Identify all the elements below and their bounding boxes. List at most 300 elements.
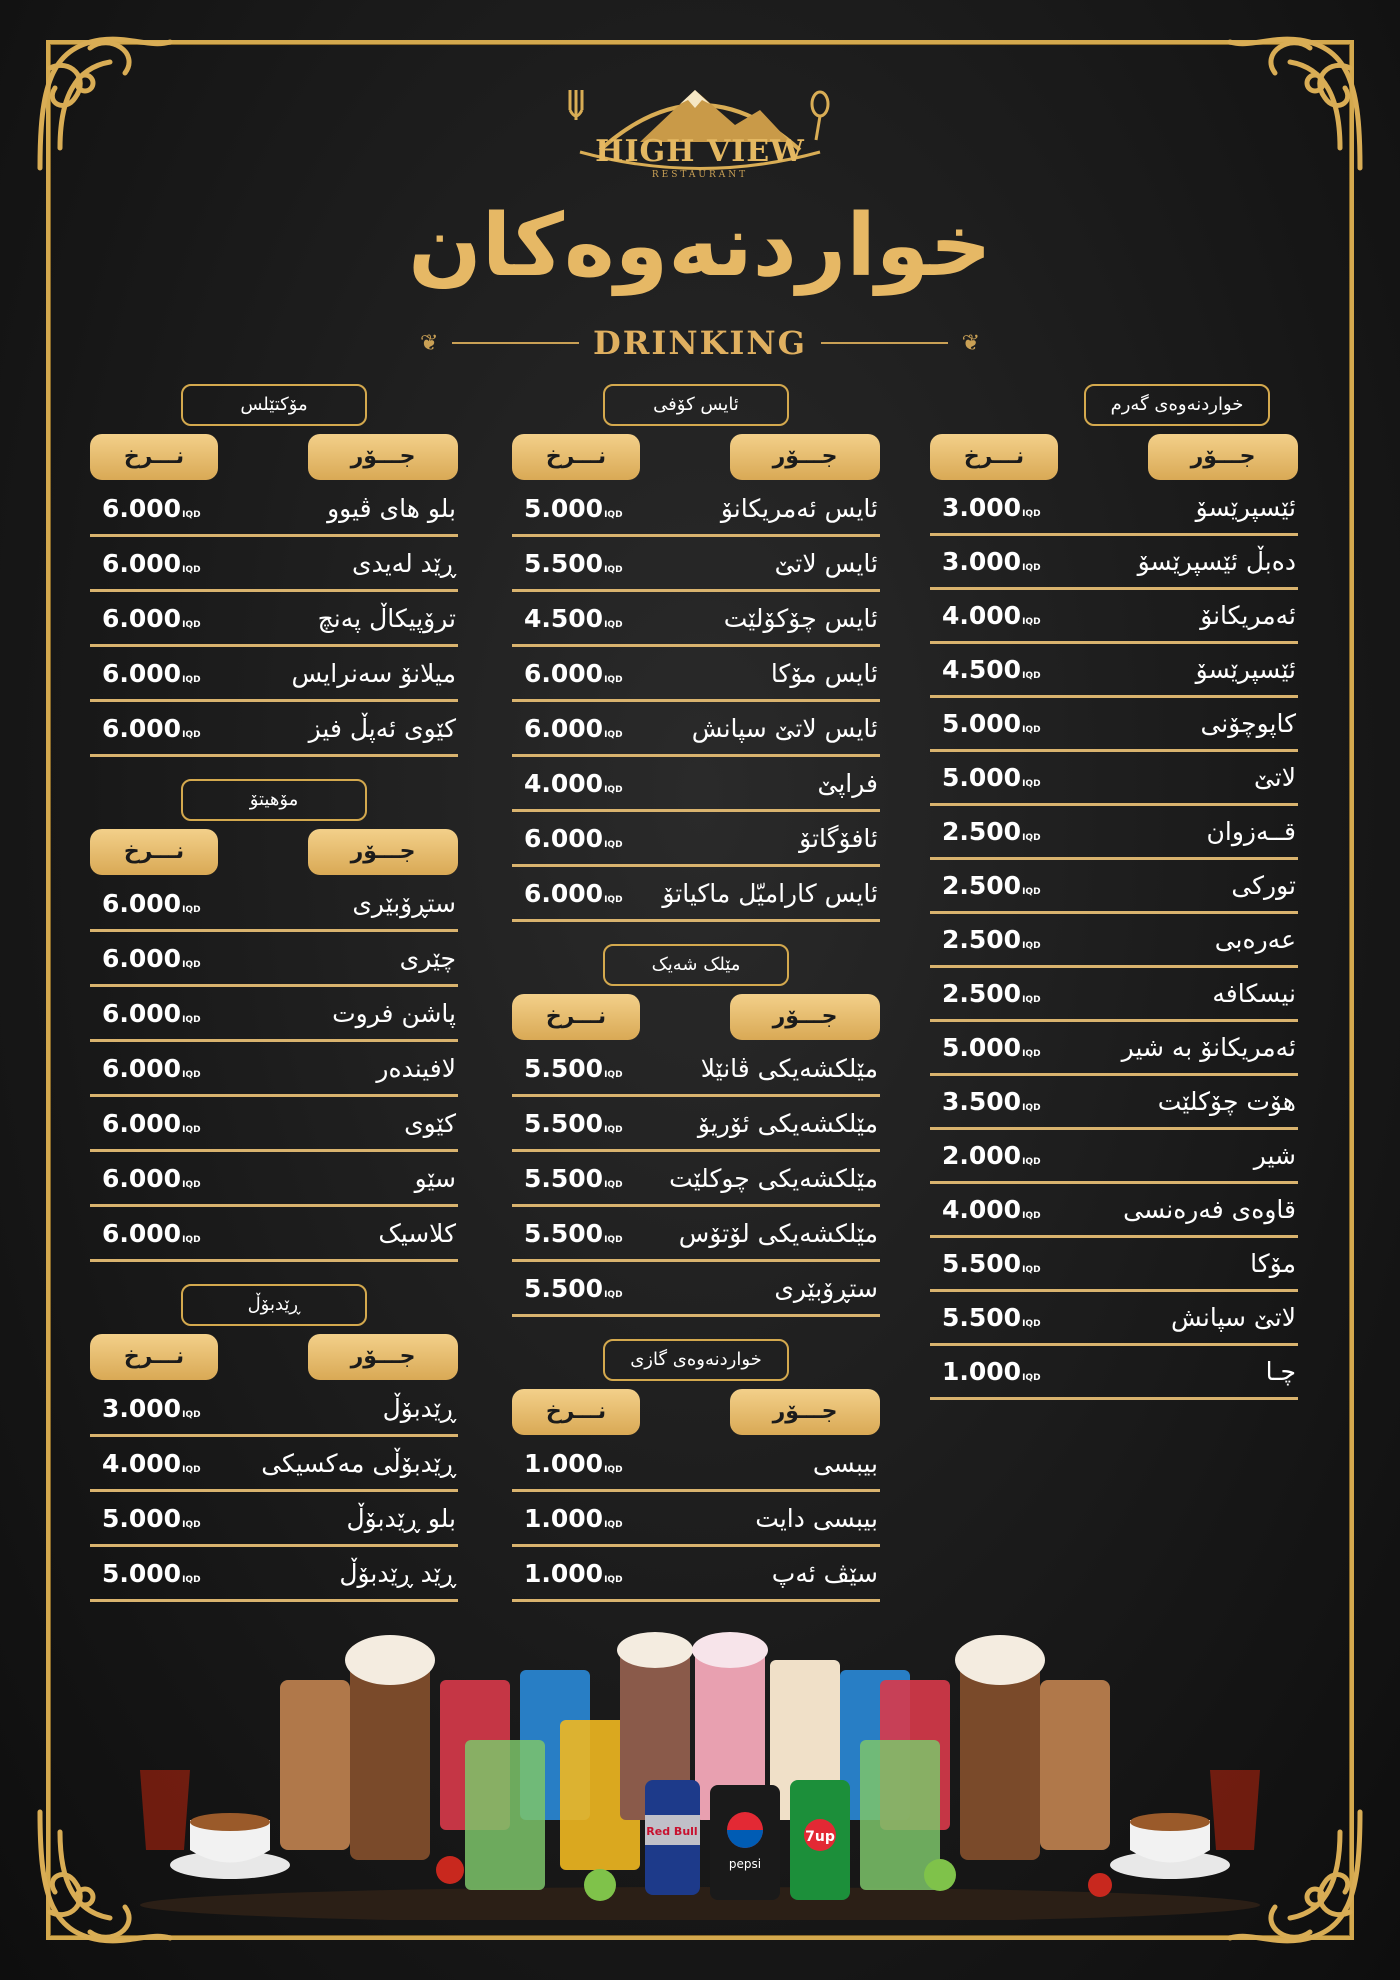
item-price-group <box>930 709 1041 738</box>
menu-item-row <box>512 482 880 537</box>
item-name: لاتێ سپانش <box>1171 1303 1296 1332</box>
item-price: 1.000 <box>524 1558 604 1588</box>
item-name: ئێسپرێسۆ <box>1195 655 1296 684</box>
item-name: ڕێد ڕێدبۆڵ <box>339 1558 456 1588</box>
item-price: 1.000 <box>524 1503 604 1533</box>
item-price-group <box>512 879 623 908</box>
item-price: 5.500 <box>942 1249 1022 1278</box>
currency-label: IQD <box>182 1234 201 1245</box>
item-name: لافیندەر <box>376 1053 456 1083</box>
section-title: مێلک شەیک <box>603 944 789 986</box>
menu-column-left <box>90 384 458 1602</box>
column-header <box>90 1334 458 1382</box>
item-name: مێلکشەیکی چوکلێت <box>669 1163 878 1193</box>
item-price-group <box>90 944 201 973</box>
menu-item-row <box>512 812 880 867</box>
item-price: 4.500 <box>524 603 604 633</box>
column-header <box>90 434 458 482</box>
item-name: ئایس لاتێ سپانش <box>691 713 878 743</box>
menu-item-row <box>90 1382 458 1437</box>
item-price-group <box>90 999 201 1028</box>
menu-item-row <box>90 877 458 932</box>
flourish-icon: ❦ <box>961 330 981 356</box>
corner-ornament-icon <box>30 28 180 178</box>
item-price-group <box>512 1164 623 1193</box>
item-price-group <box>90 1109 201 1138</box>
currency-label: IQD <box>604 674 623 685</box>
item-price: 4.500 <box>942 655 1022 684</box>
item-price: 6.000 <box>102 888 182 918</box>
item-price: 3.500 <box>942 1087 1022 1116</box>
item-price: 6.000 <box>102 998 182 1028</box>
item-price: 5.000 <box>102 1503 182 1533</box>
section-title: ئایس کۆفی <box>603 384 789 426</box>
item-name: ئایس چۆکۆلێت <box>723 603 878 633</box>
menu-item-row <box>512 592 880 647</box>
column-header <box>512 1389 880 1437</box>
item-price: 2.500 <box>942 925 1022 954</box>
item-price: 5.000 <box>942 1033 1022 1062</box>
item-price-group <box>930 1087 1041 1116</box>
item-price: 4.000 <box>102 1448 182 1478</box>
currency-label: IQD <box>1022 1211 1041 1221</box>
divider <box>821 342 948 344</box>
menu-item-row <box>512 1097 880 1152</box>
item-price: 5.500 <box>942 1303 1022 1332</box>
item-name: کێوی ئەپڵ فیز <box>308 713 456 743</box>
item-price-group <box>930 1303 1041 1332</box>
menu-section <box>512 1339 880 1602</box>
item-name: فراپێ <box>817 768 878 798</box>
price-header: نـــرخ <box>90 829 218 875</box>
item-name: بلو ڕێدبۆڵ <box>346 1503 456 1533</box>
coffee-cup-icon <box>170 1813 290 1879</box>
menu-item-row <box>930 698 1298 752</box>
menu-item-row <box>90 1547 458 1602</box>
item-price-group <box>512 769 623 798</box>
menu-item-row <box>930 1076 1298 1130</box>
can-label-pepsi: pepsi <box>728 1857 762 1871</box>
item-price-group <box>930 1141 1041 1170</box>
item-name: کاپوچۆنی <box>1200 709 1296 738</box>
currency-label: IQD <box>604 509 623 520</box>
item-price-group <box>930 925 1041 954</box>
item-name: لاتێ <box>1253 763 1296 792</box>
item-name: مێلکشەیکی ئۆریۆ <box>697 1108 878 1138</box>
currency-label: IQD <box>1022 887 1041 897</box>
item-name: میلانۆ سەنرایس <box>291 658 456 688</box>
redbull-can-icon <box>645 1780 700 1895</box>
currency-label: IQD <box>1022 995 1041 1005</box>
type-header: جـــۆر <box>730 994 880 1040</box>
item-name: چـا <box>1265 1357 1296 1386</box>
item-price: 3.000 <box>942 547 1022 576</box>
menu-section <box>90 1284 458 1602</box>
currency-label: IQD <box>1022 671 1041 681</box>
menu-column-middle <box>512 384 880 1602</box>
currency-label: IQD <box>604 729 623 740</box>
item-price-group <box>512 494 623 523</box>
item-price-group <box>930 1249 1041 1278</box>
section-title: ڕێدبۆڵ <box>181 1284 367 1326</box>
menu-section <box>512 944 880 1317</box>
item-price-group <box>90 659 201 688</box>
item-price: 6.000 <box>102 493 182 523</box>
divider <box>452 342 579 344</box>
item-name: کێوی <box>404 1108 456 1138</box>
item-name: عەرەبی <box>1214 925 1296 954</box>
item-price-group <box>930 601 1041 630</box>
menu-item-row <box>90 1437 458 1492</box>
item-price: 5.000 <box>942 709 1022 738</box>
item-name: ئایس لاتێ <box>774 548 878 578</box>
menu-item-row <box>930 1130 1298 1184</box>
currency-label: IQD <box>1022 509 1041 519</box>
item-price: 5.000 <box>942 763 1022 792</box>
type-header: جـــۆر <box>308 434 458 480</box>
item-price: 2.000 <box>942 1141 1022 1170</box>
item-price-group <box>90 714 201 743</box>
item-price: 6.000 <box>102 603 182 633</box>
item-price-group <box>930 979 1041 1008</box>
column-header <box>90 829 458 877</box>
menu-item-row <box>930 536 1298 590</box>
item-price: 6.000 <box>524 823 604 853</box>
currency-label: IQD <box>182 509 201 520</box>
menu-item-row <box>90 1152 458 1207</box>
currency-label: IQD <box>604 1179 623 1190</box>
currency-label: IQD <box>1022 1049 1041 1059</box>
section-title: خواردنەوەی گەرم <box>1084 384 1270 426</box>
item-price-group <box>90 494 201 523</box>
item-price: 5.500 <box>524 548 604 578</box>
menu-item-row <box>90 592 458 647</box>
item-price-group <box>512 714 623 743</box>
currency-label: IQD <box>182 674 201 685</box>
currency-label: IQD <box>1022 833 1041 843</box>
item-price-group <box>90 1559 201 1588</box>
item-price: 5.500 <box>524 1108 604 1138</box>
item-price-group <box>90 1504 201 1533</box>
item-name: مێلکشەیکی لۆتۆس <box>678 1218 878 1248</box>
currency-label: IQD <box>1022 563 1041 573</box>
item-price-group <box>512 1054 623 1083</box>
item-name: قــەزوان <box>1206 817 1296 846</box>
item-price-group <box>930 655 1041 684</box>
item-price: 1.000 <box>942 1357 1022 1386</box>
item-name: چێری <box>399 943 456 973</box>
menu-item-row <box>930 644 1298 698</box>
brand-logo <box>520 70 880 190</box>
item-price-group <box>90 889 201 918</box>
can-label-7up: 7up <box>805 1829 835 1845</box>
item-price-group <box>512 1559 623 1588</box>
item-price-group <box>930 817 1041 846</box>
type-header: جـــۆر <box>308 829 458 875</box>
item-name: ترۆپیکاڵ پەنچ <box>317 603 456 633</box>
item-name: کلاسیک <box>378 1218 456 1248</box>
item-name: سێڤ ئەپ <box>771 1558 878 1588</box>
price-header: نـــرخ <box>930 434 1058 480</box>
item-name: ئەمریکانۆ بە شیر <box>1121 1033 1296 1062</box>
item-price-group <box>930 763 1041 792</box>
page-subtitle: DRINKING <box>593 324 807 362</box>
currency-label: IQD <box>1022 1157 1041 1167</box>
item-price-group <box>512 549 623 578</box>
menu-item-row <box>930 1184 1298 1238</box>
item-price: 5.500 <box>524 1273 604 1303</box>
item-price: 6.000 <box>102 1108 182 1138</box>
item-price-group <box>90 1219 201 1248</box>
currency-label: IQD <box>1022 1319 1041 1329</box>
item-price-group <box>930 493 1041 522</box>
item-name: ڕێد لەیدی <box>352 548 456 578</box>
item-price: 6.000 <box>102 713 182 743</box>
currency-label: IQD <box>182 1409 201 1420</box>
item-price: 4.000 <box>942 1195 1022 1224</box>
currency-label: IQD <box>604 784 623 795</box>
currency-label: IQD <box>182 619 201 630</box>
menu-item-row <box>930 806 1298 860</box>
menu-section <box>930 384 1298 1400</box>
flourish-icon: ❦ <box>420 330 439 356</box>
item-name: ئایس مۆکا <box>770 658 878 688</box>
menu-item-row <box>512 1437 880 1492</box>
menu-item-row <box>512 1152 880 1207</box>
currency-label: IQD <box>604 1234 623 1245</box>
item-name: ستڕۆبێری <box>352 888 456 918</box>
currency-label: IQD <box>182 1519 201 1530</box>
item-price-group <box>930 547 1041 576</box>
menu-item-row <box>930 1238 1298 1292</box>
menu-item-row <box>90 1492 458 1547</box>
menu-item-row <box>512 757 880 812</box>
menu-section <box>512 384 880 922</box>
item-name: قاوەی فەرەنسی <box>1123 1195 1296 1224</box>
column-header <box>512 434 880 482</box>
subtitle-row <box>420 318 980 368</box>
currency-label: IQD <box>1022 617 1041 627</box>
item-price-group <box>512 1219 623 1248</box>
item-name: پاشن فروت <box>332 998 456 1028</box>
item-name: بیبسی <box>812 1448 878 1478</box>
menu-section <box>90 384 458 757</box>
item-name: شیر <box>1253 1141 1296 1170</box>
item-price: 5.000 <box>102 1558 182 1588</box>
currency-label: IQD <box>604 1124 623 1135</box>
item-name: ئەمریکانۆ <box>1200 601 1296 630</box>
item-price-group <box>90 604 201 633</box>
item-price: 1.000 <box>524 1448 604 1478</box>
pepsi-can-icon <box>710 1785 780 1900</box>
currency-label: IQD <box>604 1069 623 1080</box>
item-name: ئافۆگاتۆ <box>799 823 878 853</box>
item-price-group <box>930 871 1041 900</box>
item-price-group <box>90 1449 201 1478</box>
menu-item-row <box>930 590 1298 644</box>
price-header: نـــرخ <box>512 994 640 1040</box>
item-price-group <box>90 1394 201 1423</box>
type-header: جـــۆر <box>730 434 880 480</box>
price-header: نـــرخ <box>512 434 640 480</box>
menu-item-row <box>90 482 458 537</box>
menu-item-row <box>930 860 1298 914</box>
item-name: بیبسی دایت <box>755 1503 878 1533</box>
currency-label: IQD <box>182 904 201 915</box>
menu-item-row <box>930 914 1298 968</box>
menu-item-row <box>90 987 458 1042</box>
item-price-group <box>512 1504 623 1533</box>
menu-item-row <box>930 1292 1298 1346</box>
currency-label: IQD <box>604 619 623 630</box>
item-price-group <box>930 1195 1041 1224</box>
section-title: مۆهیتۆ <box>181 779 367 821</box>
item-price-group <box>512 1449 623 1478</box>
item-price: 6.000 <box>102 658 182 688</box>
item-name: ئایس ئەمریکانۆ <box>720 493 878 523</box>
item-price: 2.500 <box>942 871 1022 900</box>
currency-label: IQD <box>182 564 201 575</box>
currency-label: IQD <box>604 839 623 850</box>
item-name: ستڕۆبێری <box>774 1273 878 1303</box>
item-price-group <box>90 1164 201 1193</box>
menu-item-row <box>90 932 458 987</box>
item-price: 6.000 <box>524 658 604 688</box>
menu-item-row <box>512 1262 880 1317</box>
type-header: جـــۆر <box>1148 434 1298 480</box>
item-name: مێلکشەیکی ڤانێلا <box>700 1053 878 1083</box>
item-name: بلو های ڤیوو <box>327 493 456 523</box>
item-price: 6.000 <box>524 878 604 908</box>
item-name: ڕێدبۆڵ <box>382 1393 456 1423</box>
brand-tagline: RESTAURANT <box>651 170 749 180</box>
currency-label: IQD <box>182 729 201 740</box>
item-price-group <box>930 1357 1041 1386</box>
item-price-group <box>930 1033 1041 1062</box>
currency-label: IQD <box>604 1289 623 1300</box>
menu-item-row <box>930 1346 1298 1400</box>
item-price-group <box>90 549 201 578</box>
item-name: نیسکافە <box>1212 979 1296 1008</box>
item-price: 6.000 <box>524 713 604 743</box>
menu-item-row <box>512 1547 880 1602</box>
item-price: 4.000 <box>524 768 604 798</box>
item-price: 6.000 <box>102 1163 182 1193</box>
corner-ornament-icon <box>1220 28 1370 178</box>
drinks-illustration <box>120 1620 1280 1920</box>
currency-label: IQD <box>182 959 201 970</box>
item-price-group <box>512 604 623 633</box>
item-price-group <box>512 1274 623 1303</box>
menu-item-row <box>90 1042 458 1097</box>
item-name: مۆکا <box>1250 1249 1296 1278</box>
menu-item-row <box>90 647 458 702</box>
menu-item-row <box>512 537 880 592</box>
menu-item-row <box>512 1492 880 1547</box>
price-header: نـــرخ <box>90 434 218 480</box>
currency-label: IQD <box>604 564 623 575</box>
menu-item-row <box>930 1022 1298 1076</box>
currency-label: IQD <box>604 1574 623 1585</box>
menu-item-row <box>930 968 1298 1022</box>
item-price: 5.500 <box>524 1053 604 1083</box>
item-price: 5.500 <box>524 1163 604 1193</box>
currency-label: IQD <box>1022 941 1041 951</box>
currency-label: IQD <box>1022 1265 1041 1275</box>
item-price: 4.000 <box>942 601 1022 630</box>
item-price-group <box>512 824 623 853</box>
item-name: تورکی <box>1231 871 1296 900</box>
item-name: هۆت چۆکلێت <box>1157 1087 1296 1116</box>
currency-label: IQD <box>182 1014 201 1025</box>
item-price: 6.000 <box>102 943 182 973</box>
menu-item-row <box>512 1207 880 1262</box>
type-header: جـــۆر <box>308 1334 458 1380</box>
item-price: 5.500 <box>524 1218 604 1248</box>
item-price: 6.000 <box>102 1218 182 1248</box>
price-header: نـــرخ <box>90 1334 218 1380</box>
currency-label: IQD <box>182 1464 201 1475</box>
currency-label: IQD <box>182 1124 201 1135</box>
item-price-group <box>512 659 623 688</box>
item-price: 5.000 <box>524 493 604 523</box>
menu-item-row <box>90 1207 458 1262</box>
currency-label: IQD <box>182 1574 201 1585</box>
item-price: 3.000 <box>102 1393 182 1423</box>
item-name: ئایس کاراميّل ماكياتۆ <box>662 878 878 908</box>
item-name: سێو <box>414 1163 456 1193</box>
section-title: خواردنەوەی گازی <box>603 1339 789 1381</box>
menu-item-row <box>90 1097 458 1152</box>
currency-label: IQD <box>182 1069 201 1080</box>
currency-label: IQD <box>182 1179 201 1190</box>
page-title: خواردنەوەکان <box>408 196 992 296</box>
coffee-cup-icon <box>1110 1813 1230 1879</box>
item-price: 6.000 <box>102 1053 182 1083</box>
can-label-redbull: Red Bull <box>646 1825 698 1838</box>
item-price: 2.500 <box>942 817 1022 846</box>
7up-can-icon <box>790 1780 850 1900</box>
menu-item-row <box>512 867 880 922</box>
item-price-group <box>512 1109 623 1138</box>
column-header <box>512 994 880 1042</box>
currency-label: IQD <box>1022 725 1041 735</box>
item-name: ڕێدبۆڵی مەکسیکی <box>261 1448 456 1478</box>
menu-item-row <box>90 537 458 592</box>
type-header: جـــۆر <box>730 1389 880 1435</box>
section-title: مۆکتێلس <box>181 384 367 426</box>
currency-label: IQD <box>1022 779 1041 789</box>
price-header: نـــرخ <box>512 1389 640 1435</box>
item-name: دەبڵ ئێسپرێسۆ <box>1137 547 1296 576</box>
menu-item-row <box>512 702 880 757</box>
menu-item-row <box>90 702 458 757</box>
item-price: 6.000 <box>102 548 182 578</box>
currency-label: IQD <box>604 1519 623 1530</box>
currency-label: IQD <box>1022 1103 1041 1113</box>
menu-column-right <box>930 384 1298 1400</box>
menu-item-row <box>512 647 880 702</box>
item-name: ئێسپرێسۆ <box>1195 493 1296 522</box>
menu-item-row <box>930 482 1298 536</box>
menu-item-row <box>512 1042 880 1097</box>
menu-section <box>90 779 458 1262</box>
item-price-group <box>90 1054 201 1083</box>
menu-item-row <box>930 752 1298 806</box>
item-price: 2.500 <box>942 979 1022 1008</box>
currency-label: IQD <box>604 894 623 905</box>
brand-name: HIGH VIEW <box>595 134 805 169</box>
